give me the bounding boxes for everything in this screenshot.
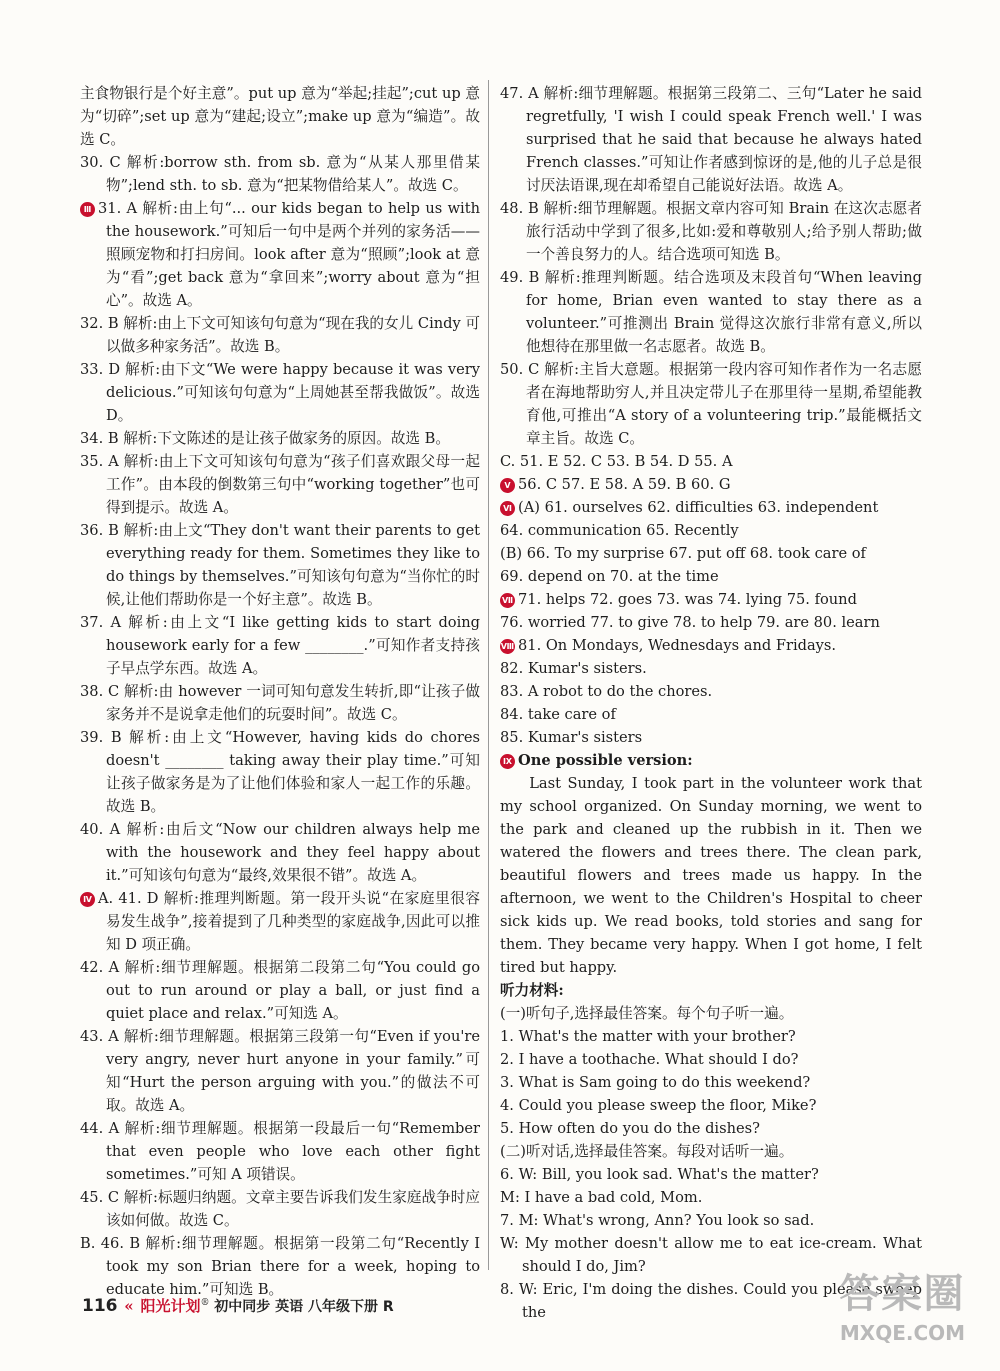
answer-entry: [500, 1186, 922, 1209]
column-divider: [488, 80, 489, 1270]
answer-text: 82. Kumar's sisters.: [500, 660, 647, 677]
answer-text: 主食物银行是个好主意”。put up 意为“举起;挂起”;cut up 意为“切碎”;set up 意为“建起;设立”;make up 意为“编造”。故选 C。: [80, 85, 480, 148]
answer-text: 34. B 解析:下文陈述的是让孩子做家务的原因。故选 B。: [80, 430, 450, 447]
answer-entry: [500, 1094, 922, 1117]
answer-entry: [500, 82, 922, 197]
answer-text: 8. W: Eric, I'm doing the dishes. Could you please sweep the: [500, 1281, 922, 1321]
answer-text: 76. worried 77. to give 78. to help 79. are 80. learn: [500, 614, 880, 631]
answer-text: 85. Kumar's sisters: [500, 729, 643, 746]
watermark-logo-text: 答案圈: [839, 1271, 966, 1317]
book-series-title: 初中同步 英语 八年级下册 R: [214, 1299, 394, 1315]
answer-entry: [500, 1140, 922, 1163]
answer-text: (A) 61. ourselves 62. difficulties 63. independent: [518, 499, 879, 516]
page-footer: [82, 1289, 394, 1317]
answer-text: B. 46. B 解析:细节理解题。根据第一段第二句“Recently I took my son Brian there for a week, hoping to educate him.”可知选 B。: [80, 1235, 480, 1298]
answer-entry: [500, 450, 922, 473]
answer-entry: [500, 657, 922, 680]
writing-sample: [500, 772, 922, 979]
answer-text: 38. C 解析:由 however 一词可知句意发生转折,即“让孩子做家务并不是说拿走他们的玩耍时间”。故选 C。: [80, 683, 480, 723]
answer-text: 39. B 解析:由上文“However, having kids do chores doesn't ________ taking away their play time.”可知让孩子做家务是为了让他们体验和家人一起工作的乐趣。故选 B。: [80, 729, 480, 815]
answer-entry: [80, 1025, 480, 1117]
answer-text: 36. B 解析:由上文“They don't want their parents to get everything ready for them. Sometimes they like to do things by themselves.”可知该句句意为“当你忙的时候,让他们帮助你是一个好主意”。故选 B。: [80, 522, 480, 608]
registered-mark: ®: [200, 1298, 210, 1308]
watermark-url: MXQE.COM: [839, 1321, 966, 1345]
answer-entry: [500, 1209, 922, 1232]
section-number-icon: Ⅵ: [500, 501, 515, 516]
section-number-icon: Ⅷ: [500, 639, 515, 654]
answer-text: 42. A 解析:细节理解题。根据第二段第二句“You could go out to run around or play a ball, or just find a quiet place and relax.”可知选 A。: [80, 959, 480, 1022]
answer-text: C. 51. E 52. C 53. B 54. D 55. A: [500, 453, 733, 470]
answer-text: 84. take care of: [500, 706, 616, 723]
answer-entry: [500, 749, 922, 772]
answer-text: (一)听句子,选择最佳答案。每个句子听一遍。: [500, 1005, 794, 1022]
answer-entry: [500, 703, 922, 726]
answer-text: Last Sunday, I took part in the volunteer work that my school organized. On Sunday morning, we went to the park and cleaned up the rubbish in it. Then we watered the flowers and trees there. The clean park, beautiful flowers and trees made us happy. In the afternoon, we went to the Children's Hospital to cheer sick kids up. We read books, told stories and sang for them. They became very happy. When I got home, I felt tired but happy.: [500, 775, 922, 976]
answer-entry: [80, 450, 480, 519]
answer-text: 37. A 解析:由上文“I like getting kids to start doing housework early for a few ________.”可知作者支持孩子早点学东西。故选 A。: [80, 614, 480, 677]
answer-entry: [80, 151, 480, 197]
answer-entry: [500, 473, 922, 496]
answer-entry: [500, 588, 922, 611]
answer-entry: [500, 358, 922, 450]
answer-text: 听力材料:: [500, 982, 564, 999]
section-number-icon: Ⅴ: [500, 478, 515, 493]
answer-entry: [500, 1048, 922, 1071]
answer-text: 33. D 解析:由下文“We were happy because it was very delicious.”可知该句句意为“上周她甚至帮我做饭”。故选 D。: [80, 361, 480, 424]
page-number: 116: [82, 1296, 118, 1316]
answer-entry: [500, 519, 922, 542]
answer-entry: [500, 634, 922, 657]
brand-name: 阳光计划: [140, 1297, 201, 1315]
site-watermark: [815, 1268, 990, 1363]
double-arrow-icon: «: [124, 1297, 134, 1315]
answer-text: 45. C 解析:标题归纳题。文章主要告诉我们发生家庭战争时应该如何做。故选 C。: [80, 1189, 480, 1229]
answer-text: 31. A 解析:由上句“... our kids began to help us with the housework.”可知后一句中是两个并列的家务活——照顾宠物和打扫房间。look after 意为“照顾”;look at 意为“看”;get back 意为“拿回来”;worry about 意为“担心”。故选 A。: [98, 200, 480, 309]
answer-text: 83. A robot to do the chores.: [500, 683, 713, 700]
answer-entry: [500, 1117, 922, 1140]
answer-entry: [80, 1186, 480, 1232]
answer-entry: [500, 979, 922, 1002]
answer-entry: [500, 1163, 922, 1186]
answer-entry: [80, 680, 480, 726]
answer-text: (二)听对话,选择最佳答案。每段对话听一遍。: [500, 1143, 794, 1160]
section-number-icon: Ⅶ: [500, 593, 515, 608]
answer-entry: [80, 611, 480, 680]
answer-entry: [500, 1025, 922, 1048]
answer-entry: [80, 358, 480, 427]
answer-entry: [80, 1117, 480, 1186]
answer-entry: [80, 726, 480, 818]
answer-entry: [500, 1002, 922, 1025]
answer-text: 64. communication 65. Recently: [500, 522, 739, 539]
answer-text: 7. M: What's wrong, Ann? You look so sad.: [500, 1212, 815, 1229]
answer-entry: [500, 680, 922, 703]
answer-entry: [500, 1071, 922, 1094]
answer-entry: [500, 542, 922, 565]
answer-text: 56. C 57. E 58. A 59. B 60. G: [518, 476, 731, 493]
answer-entry: [500, 726, 922, 749]
answer-text: 50. C 解析:主旨大意题。根据第一段内容可知作者作为一名志愿者在海地帮助穷人,并且决定带儿子在那里待一星期,希望能教育他,可推出“A story of a volunteering trip.”最能概括文章主旨。故选 C。: [500, 361, 922, 447]
answer-text: 69. depend on 70. at the time: [500, 568, 719, 585]
section-number-icon: Ⅲ: [80, 202, 95, 217]
answer-text: 48. B 解析:细节理解题。根据文章内容可知 Brain 在这次志愿者旅行活动中学到了很多,比如:爱和尊敬别人;给予别人帮助;做一个善良努力的人。结合选项可知选 B。: [500, 200, 922, 263]
answer-text: 3. What is Sam going to do this weekend?: [500, 1074, 811, 1091]
answer-text: M: I have a bad cold, Mom.: [500, 1189, 703, 1206]
answer-entry: [500, 266, 922, 358]
answer-text: 6. W: Bill, you look sad. What's the matter?: [500, 1166, 819, 1183]
section-number-icon: Ⅸ: [500, 754, 515, 769]
right-answer-column: [500, 82, 922, 1324]
answer-text: A. 41. D 解析:推理判断题。第一段开头说“在家庭里很容易发生战争”,接着提到了几种类型的家庭战争,因此可以推知 D 项正确。: [98, 890, 480, 953]
answer-text: 1. What's the matter with your brother?: [500, 1028, 796, 1045]
answer-entry: [500, 565, 922, 588]
answer-text: One possible version:: [518, 752, 693, 769]
answer-text: 2. I have a toothache. What should I do?: [500, 1051, 799, 1068]
answer-text: 49. B 解析:推理判断题。结合选项及末段首句“When leaving for home, Brian even wanted to stay there as a volunteer.”可推测出 Brain 觉得这次旅行非常有意义,所以他想待在那里做一名志愿者。故选 B。: [500, 269, 922, 355]
answer-text: 81. On Mondays, Wednesdays and Fridays.: [518, 637, 837, 654]
answer-text: (B) 66. To my surprise 67. put off 68. took care of: [500, 545, 866, 562]
answer-entry: [80, 519, 480, 611]
answer-entry: [80, 82, 480, 151]
answer-text: 44. A 解析:细节理解题。根据第一段最后一句“Remember that even people who love each other fight sometimes.”可知 A 项错误。: [80, 1120, 480, 1183]
answer-text: 47. A 解析:细节理解题。根据第三段第二、三句“Later he said regretfully, 'I wish I could speak French well.' I was surprised that he said that because he always hated French classes.”可知让作者感到惊讶的是,他的儿子总是很讨厌法语课,现在却希望自己能说好法语。故选 A。: [500, 85, 922, 194]
answer-text: 4. Could you please sweep the floor, Mike?: [500, 1097, 817, 1114]
answer-text: 43. A 解析:细节理解题。根据第三段第一句“Even if you're very angry, never hurt anyone in your family.”可知“Hurt the person arguing with you.”的做法不可取。故选 A。: [80, 1028, 480, 1114]
answer-entry: [80, 427, 480, 450]
answer-entry: [500, 197, 922, 266]
section-number-icon: Ⅳ: [80, 892, 95, 907]
answer-text: 40. A 解析:由后文“Now our children always help me with the housework and they feel happy about it.”可知该句句意为“最终,效果很不错”。故选 A。: [80, 821, 480, 884]
answer-entry: [80, 956, 480, 1025]
answer-text: 71. helps 72. goes 73. was 74. lying 75. found: [518, 591, 857, 608]
left-answer-column: [80, 82, 480, 1301]
answer-entry: [500, 611, 922, 634]
answer-entry: [80, 197, 480, 312]
answer-text: 30. C 解析:borrow sth. from sb. 意为“从某人那里借某物”;lend sth. to sb. 意为“把某物借给某人”。故选 C。: [80, 154, 480, 194]
answer-entry: [80, 312, 480, 358]
answer-text: 32. B 解析:由上下文可知该句句意为“现在我的女儿 Cindy 可以做多种家务活”。故选 B。: [80, 315, 480, 355]
answer-entry: [500, 496, 922, 519]
answer-text: 5. How often do you do the dishes?: [500, 1120, 760, 1137]
answer-text: 35. A 解析:由上下文可知该句句意为“孩子们喜欢跟父母一起工作”。由本段的倒数第三句中“working together”也可得到提示。故选 A。: [80, 453, 480, 516]
answer-entry: [80, 818, 480, 887]
answer-text: W: My mother doesn't allow me to eat ice-cream. What should I do, Jim?: [500, 1235, 922, 1275]
answer-entry: [80, 887, 480, 956]
